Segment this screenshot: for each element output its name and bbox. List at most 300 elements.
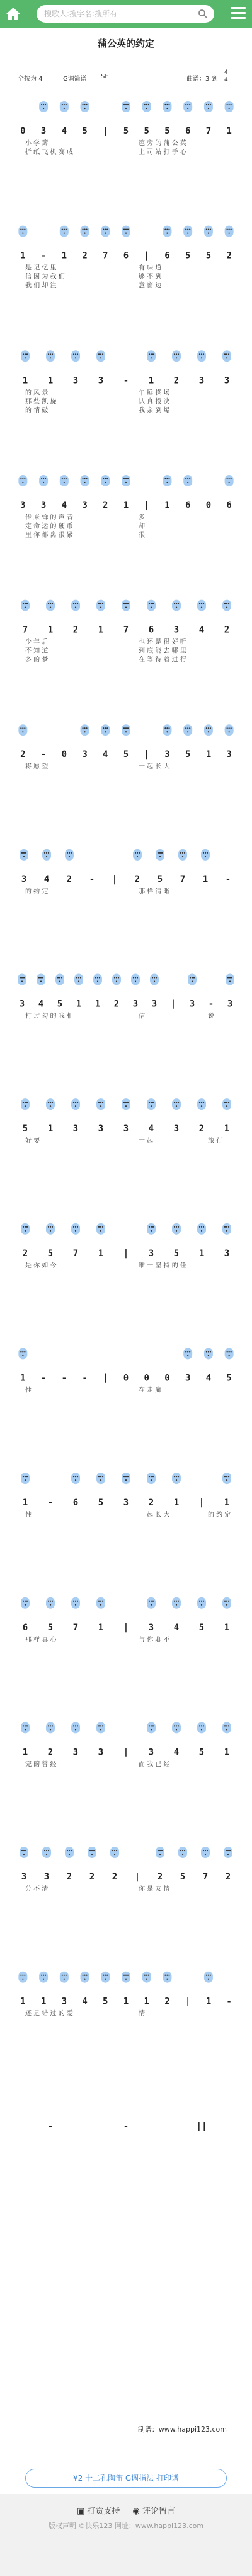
note-glyph: 7 [205, 126, 212, 136]
note-glyph: 2 [66, 874, 72, 885]
bottom-panel [0, 2494, 252, 2576]
note-glyph: 2 [157, 1872, 163, 1883]
note-glyph: 7 [103, 250, 108, 261]
note-glyph: 7 [180, 874, 186, 885]
note-glyph: 0 [20, 126, 26, 136]
ocarina-fingering-icon [81, 101, 89, 112]
ocarina-fingering-icon [20, 1847, 28, 1858]
note-glyph: 5 [157, 874, 163, 885]
meter-top: 4 [224, 69, 228, 76]
note-glyph: 5 [98, 1498, 104, 1509]
score-row [21, 1722, 231, 1768]
ocarina-fingering-icon [39, 475, 48, 486]
lyric-line: 笆 旁 的 蒲 公 英 [139, 140, 186, 147]
note-glyph: | [185, 1996, 191, 2007]
note-glyph: 2 [164, 1996, 170, 2007]
lyric-line: 在 等 待 着 进 行 [139, 656, 186, 664]
ocarina-fingering-icon [81, 226, 89, 237]
lyric-line: 传 来 蝉 的 声 音 [25, 514, 73, 521]
note-glyph: 3 [82, 750, 88, 760]
score-row [48, 2121, 207, 2131]
note-glyph: 3 [173, 1124, 180, 1134]
note-glyph: 3 [98, 1124, 104, 1134]
note-glyph: | [123, 1622, 129, 1633]
score-row [21, 1597, 231, 1644]
lyric-line: 说 [208, 1013, 214, 1020]
ocarina-fingering-icon [46, 1098, 55, 1110]
note-glyph: 4 [148, 1124, 154, 1134]
ocarina-fingering-icon [93, 974, 102, 985]
lyric-line: 那 些 凯 旋 [25, 398, 57, 406]
ocarina-fingering-icon [147, 350, 156, 362]
ocarina-fingering-icon [18, 724, 27, 736]
comment-button[interactable] [133, 2504, 176, 2516]
note-glyph: 6 [72, 1498, 79, 1509]
score-credit: 制谱：www.happi123.com [137, 2425, 227, 2433]
note-glyph: 1 [22, 1747, 28, 1758]
support-button[interactable] [77, 2504, 120, 2516]
ocarina-fingering-icon [21, 350, 30, 362]
note-glyph: 3 [148, 1248, 154, 1259]
arranger-label: SF [101, 73, 109, 80]
note-glyph: 4 [103, 750, 108, 760]
ocarina-fingering-icon [21, 1473, 30, 1484]
lyric-line: 情 [139, 2010, 145, 2018]
note-glyph: - [208, 999, 214, 1009]
note-glyph: - [82, 1373, 88, 1384]
note-glyph: 7 [72, 1622, 79, 1633]
ocarina-fingering-icon [18, 1972, 27, 1983]
ocarina-fingering-icon [172, 1098, 181, 1110]
note-glyph: 3 [185, 1373, 191, 1384]
ocarina-fingering-icon [21, 1722, 30, 1733]
note-glyph: 1 [198, 1248, 205, 1259]
ocarina-fingering-icon [172, 1223, 181, 1235]
score-row [21, 1473, 231, 1519]
note-glyph: | [144, 250, 149, 261]
lyric-line: 在 走 廊 [139, 1387, 162, 1394]
ocarina-fingering-icon [60, 101, 69, 112]
note-glyph: 6 [226, 500, 232, 510]
support-label: 打赏支持 [87, 2507, 120, 2516]
ocarina-fingering-icon [81, 1972, 89, 1983]
ocarina-fingering-icon [101, 475, 110, 486]
ocarina-fingering-icon [60, 475, 69, 486]
note-glyph: - [123, 375, 129, 386]
note-glyph: 3 [72, 375, 79, 386]
lyric-line: 将 愿 望 [25, 763, 49, 771]
note-glyph: 4 [82, 1996, 88, 2007]
lyric-line: 一 起 长 大 [139, 763, 170, 771]
lyric-line: 意 窗 边 [139, 282, 162, 290]
ocarina-fingering-icon [147, 1722, 156, 1733]
note-glyph: 1 [47, 625, 54, 635]
gift-icon: ▣ [76, 2507, 88, 2516]
note-glyph: 3 [164, 750, 170, 760]
ocarina-fingering-icon [147, 1473, 156, 1484]
note-glyph: 6 [148, 625, 154, 635]
ocarina-fingering-icon [39, 101, 48, 112]
ocarina-fingering-icon [163, 724, 171, 736]
lyric-line: 却 [139, 522, 145, 530]
note-glyph: 0 [144, 1373, 149, 1384]
ocarina-fingering-icon [183, 1348, 192, 1359]
score-row [21, 350, 231, 414]
note-glyph: 1 [202, 874, 209, 885]
ocarina-fingering-icon [163, 101, 171, 112]
ocarina-fingering-icon [71, 1098, 80, 1110]
ocarina-fingering-icon [96, 600, 105, 611]
note-glyph: 2 [113, 999, 120, 1009]
note-glyph: 4 [61, 126, 67, 136]
ocarina-fingering-icon [197, 1597, 206, 1609]
ocarina-fingering-icon [71, 1223, 80, 1235]
score-row [21, 600, 231, 664]
ocarina-fingering-icon [18, 226, 27, 237]
note-glyph: 1 [226, 126, 232, 136]
ocarina-fingering-icon [197, 350, 206, 362]
lyric-line: 那 样 真 心 [25, 1636, 57, 1644]
ocarina-fingering-icon [178, 1847, 187, 1858]
score-row [18, 1972, 231, 2018]
note-glyph: 5 [144, 126, 149, 136]
ocarina-fingering-icon [96, 1473, 105, 1484]
note-glyph: 3 [72, 1124, 79, 1134]
lyric-line: 完 的 曾 经 [25, 1761, 57, 1768]
note-glyph: | [123, 1747, 129, 1758]
note-glyph: 5 [123, 126, 129, 136]
note-glyph: 1 [40, 1996, 47, 2007]
ocarina-fingering-icon [71, 1722, 80, 1733]
note-glyph: | [144, 500, 149, 510]
score-row [18, 1348, 233, 1394]
score-row [20, 849, 231, 895]
note-glyph: - [40, 750, 47, 760]
ocarina-fingering-icon [74, 974, 83, 985]
note-glyph: 5 [47, 1622, 54, 1633]
lyric-line: 性 [25, 1512, 32, 1519]
note-glyph: 4 [61, 500, 67, 510]
ocarina-fingering-icon [222, 350, 231, 362]
ocarina-fingering-icon [71, 600, 80, 611]
ocarina-fingering-icon [21, 1597, 30, 1609]
print-score-button[interactable]: ¥2 十二孔陶笛 G调指法 打印谱 [25, 2469, 227, 2488]
lyric-line: 的 约 定 [25, 888, 49, 895]
meter-bottom: 4 [224, 77, 228, 83]
note-glyph: 0 [123, 1373, 129, 1384]
ocarina-fingering-icon [21, 600, 30, 611]
note-glyph: 1 [47, 375, 54, 386]
note-glyph: 4 [38, 999, 44, 1009]
score-row [18, 226, 233, 290]
note-glyph: 1 [98, 1248, 104, 1259]
note-glyph: - [40, 250, 47, 261]
ocarina-fingering-icon [225, 475, 234, 486]
note-glyph: | [123, 1248, 129, 1259]
note-glyph: 2 [112, 1872, 118, 1883]
lyric-line: 打 过 勾 的 我 相 [25, 1013, 73, 1020]
lyric-line: 不 知 道 [25, 647, 49, 655]
note-glyph: 5 [103, 1996, 108, 2007]
note-glyph: 1 [20, 1996, 26, 2007]
ocarina-fingering-icon [88, 1847, 96, 1858]
lyric-line: 你 是 友 情 [139, 1886, 170, 1893]
lyric-line: 的 约 定 [208, 1512, 231, 1519]
ocarina-fingering-icon [204, 226, 213, 237]
ocarina-fingering-icon [122, 101, 130, 112]
lyric-line: 那 样 清 晰 [139, 888, 170, 895]
lyric-line: 上 司 站 打 手 心 [139, 149, 186, 156]
note-glyph: 4 [173, 1747, 180, 1758]
note-glyph: | [112, 874, 118, 885]
note-glyph: 1 [164, 500, 170, 510]
note-glyph: 2 [224, 625, 230, 635]
meter-label: 曲谱：3 到 [186, 76, 218, 83]
note-glyph: 1 [144, 1996, 149, 2007]
note-glyph: 5 [22, 1124, 28, 1134]
note-glyph: 6 [164, 250, 170, 261]
lyric-line: 多 的 梦 [25, 656, 49, 664]
note-glyph: 3 [123, 1124, 129, 1134]
lyric-line: 也 还 是 很 好 听 [139, 638, 186, 646]
note-glyph: 5 [198, 1747, 205, 1758]
ocarina-fingering-icon [101, 724, 110, 736]
note-glyph: | [134, 1872, 140, 1883]
lyric-line: 而 我 已 经 [139, 1761, 170, 1768]
ocarina-fingering-icon [81, 724, 89, 736]
note-glyph: 3 [151, 999, 158, 1009]
note-glyph: 3 [40, 500, 47, 510]
note-glyph: | [103, 126, 108, 136]
note-glyph: 3 [224, 1248, 230, 1259]
ocarina-fingering-icon [172, 600, 181, 611]
ocarina-fingering-icon [65, 849, 74, 861]
note-glyph: 5 [226, 1373, 232, 1384]
ocarina-fingering-icon [110, 1847, 119, 1858]
key-label: G调简谱 [63, 76, 87, 83]
note-glyph: | [103, 1373, 108, 1384]
note-glyph: 3 [198, 375, 205, 386]
note-glyph: 3 [40, 126, 47, 136]
ocarina-fingering-icon [197, 600, 206, 611]
note-glyph: 2 [225, 1872, 231, 1883]
note-glyph: 6 [22, 1622, 28, 1633]
note-glyph: 3 [61, 1996, 67, 2007]
note-glyph: 0 [164, 1373, 170, 1384]
ocarina-fingering-icon [46, 1597, 55, 1609]
lyric-line: 旅 行 [208, 1138, 223, 1145]
ocarina-fingering-icon [201, 849, 210, 861]
note-glyph: 1 [61, 250, 67, 261]
lyric-line: 与 你 聊 不 [139, 1636, 170, 1644]
ocarina-fingering-icon [39, 1972, 48, 1983]
note-glyph: 1 [76, 999, 82, 1009]
ocarina-fingering-icon [133, 849, 142, 861]
ocarina-fingering-icon [225, 1348, 234, 1359]
note-glyph: 1 [123, 500, 129, 510]
mode-label: 全按为 4 [18, 76, 43, 83]
note-glyph: - [225, 874, 231, 885]
note-glyph: 5 [57, 999, 63, 1009]
ocarina-fingering-icon [71, 350, 80, 362]
note-glyph: 2 [47, 1747, 54, 1758]
lyric-line: 有 味 道 [139, 264, 162, 272]
ocarina-fingering-icon [122, 1473, 130, 1484]
ocarina-fingering-icon [204, 1348, 213, 1359]
ocarina-fingering-icon [222, 1473, 231, 1484]
note-glyph: 1 [98, 1622, 104, 1633]
score-row [18, 974, 234, 1020]
ocarina-fingering-icon [71, 1473, 80, 1484]
ocarina-fingering-icon [46, 1722, 55, 1733]
ocarina-fingering-icon [96, 1223, 105, 1235]
note-glyph: - [123, 2121, 129, 2132]
note-glyph: 3 [20, 500, 26, 510]
ocarina-fingering-icon [18, 1348, 27, 1359]
lyric-line: 的 情 破 [25, 407, 49, 415]
note-glyph: 5 [180, 1872, 186, 1883]
ocarina-fingering-icon [178, 849, 187, 861]
note-glyph: 3 [189, 999, 195, 1009]
note-glyph: 2 [173, 375, 180, 386]
lyric-line: 很 [139, 531, 145, 539]
note-glyph: 3 [43, 1872, 50, 1883]
note-glyph: 5 [123, 750, 129, 760]
note-glyph: 4 [173, 1622, 180, 1633]
note-glyph: - [47, 1498, 54, 1509]
ocarina-fingering-icon [222, 1722, 231, 1733]
lyric-line: 我 亲 到 爆 [139, 407, 170, 415]
lyric-line: 午 睡 操 场 [139, 389, 170, 397]
note-glyph: 2 [148, 1498, 154, 1509]
ocarina-fingering-icon [147, 1098, 156, 1110]
note-glyph: - [226, 1996, 232, 2007]
ocarina-fingering-icon [224, 1847, 232, 1858]
note-glyph: 2 [226, 250, 232, 261]
ocarina-fingering-icon [18, 974, 26, 985]
note-glyph: 3 [148, 1747, 154, 1758]
note-glyph: 1 [123, 1996, 129, 2007]
lyric-line: 还 是 错 过 的 爱 [25, 2010, 73, 2018]
ocarina-fingering-icon [172, 1473, 181, 1484]
ocarina-fingering-icon [122, 475, 130, 486]
ocarina-fingering-icon [172, 350, 181, 362]
note-glyph: 2 [198, 1124, 205, 1134]
note-glyph: 1 [224, 1622, 230, 1633]
note-glyph: 1 [47, 1124, 54, 1134]
note-glyph: 5 [185, 750, 191, 760]
ocarina-fingering-icon [96, 350, 105, 362]
note-glyph: - [61, 1373, 67, 1384]
note-glyph: 1 [205, 1996, 212, 2007]
score-row [18, 724, 233, 770]
ocarina-fingering-icon [183, 724, 192, 736]
lyric-line: 信 [139, 1013, 145, 1020]
lyric-line: 定 命 运 的 硬 币 [25, 522, 73, 530]
ocarina-fingering-icon [112, 974, 121, 985]
note-glyph: 2 [82, 250, 88, 261]
ocarina-fingering-icon [96, 1597, 105, 1609]
note-glyph: 3 [123, 1498, 129, 1509]
ocarina-fingering-icon [204, 724, 213, 736]
ocarina-fingering-icon [122, 1972, 130, 1983]
note-glyph: 3 [227, 999, 233, 1009]
note-glyph: 3 [72, 1747, 79, 1758]
note-glyph: 1 [20, 1373, 26, 1384]
score-row [20, 101, 233, 156]
score-row [20, 1847, 232, 1893]
comment-icon: ◉ [132, 2507, 143, 2516]
note-glyph: 5 [173, 1248, 180, 1259]
note-glyph: 1 [205, 750, 212, 760]
ocarina-fingering-icon [147, 600, 156, 611]
note-glyph: 7 [202, 1872, 209, 1883]
note-glyph: 0 [205, 500, 212, 510]
ocarina-fingering-icon [46, 350, 55, 362]
note-glyph: 2 [72, 625, 79, 635]
note-glyph: 2 [89, 1872, 95, 1883]
ocarina-fingering-icon [96, 1722, 105, 1733]
ocarina-fingering-icon [225, 226, 234, 237]
lyric-line: 折 纸 飞 机 赛 成 [25, 149, 73, 156]
ocarina-fingering-icon [163, 1972, 171, 1983]
note-glyph: 7 [123, 625, 129, 635]
ocarina-fingering-icon [222, 1098, 231, 1110]
note-glyph: 1 [22, 1498, 28, 1509]
note-glyph: | [144, 750, 149, 760]
note-glyph: 3 [82, 500, 88, 510]
note-glyph: 2 [66, 1872, 72, 1883]
ocarina-fingering-icon [18, 475, 27, 486]
note-glyph: - [47, 2121, 54, 2132]
ocarina-fingering-icon [172, 1722, 181, 1733]
note-glyph: 6 [123, 250, 129, 261]
ocarina-fingering-icon [46, 1223, 55, 1235]
lyric-line: 唯 一 坚 持 的 任 [139, 1262, 186, 1269]
note-glyph: 2 [20, 750, 26, 760]
note-glyph: 3 [98, 1747, 104, 1758]
lyric-line: 信 因 为 我 们 [25, 273, 65, 281]
ocarina-fingering-icon [101, 226, 110, 237]
ocarina-fingering-icon [183, 226, 192, 237]
ocarina-fingering-icon [55, 974, 64, 985]
ocarina-fingering-icon [150, 974, 159, 985]
note-glyph: | [198, 1498, 205, 1509]
ocarina-fingering-icon [131, 974, 140, 985]
note-glyph: | [170, 999, 176, 1009]
ocarina-fingering-icon [37, 974, 45, 985]
note-glyph: 3 [148, 1622, 154, 1633]
note-glyph: 6 [185, 500, 191, 510]
ocarina-fingering-icon [142, 1972, 151, 1983]
ocarina-fingering-icon [201, 1847, 210, 1858]
copyright: 版权声明 ©快乐123 网址：www.happi123.com [48, 2522, 204, 2530]
lyric-line: 小 学 篱 [25, 140, 49, 147]
note-glyph: 1 [22, 375, 28, 386]
ocarina-fingering-icon [21, 1223, 30, 1235]
note-glyph: - [89, 874, 95, 885]
ocarina-fingering-icon [96, 1098, 105, 1110]
ocarina-fingering-icon [156, 849, 164, 861]
lyric-line: 一 起 [139, 1138, 154, 1145]
note-glyph: 1 [173, 1498, 180, 1509]
lyric-line: 是 记 忆 里 [25, 264, 57, 272]
ocarina-fingering-icon [197, 1098, 206, 1110]
ocarina-fingering-icon [71, 1597, 80, 1609]
note-glyph: 4 [43, 874, 50, 885]
ocarina-fingering-icon [122, 724, 130, 736]
note-glyph: 1 [148, 375, 154, 386]
